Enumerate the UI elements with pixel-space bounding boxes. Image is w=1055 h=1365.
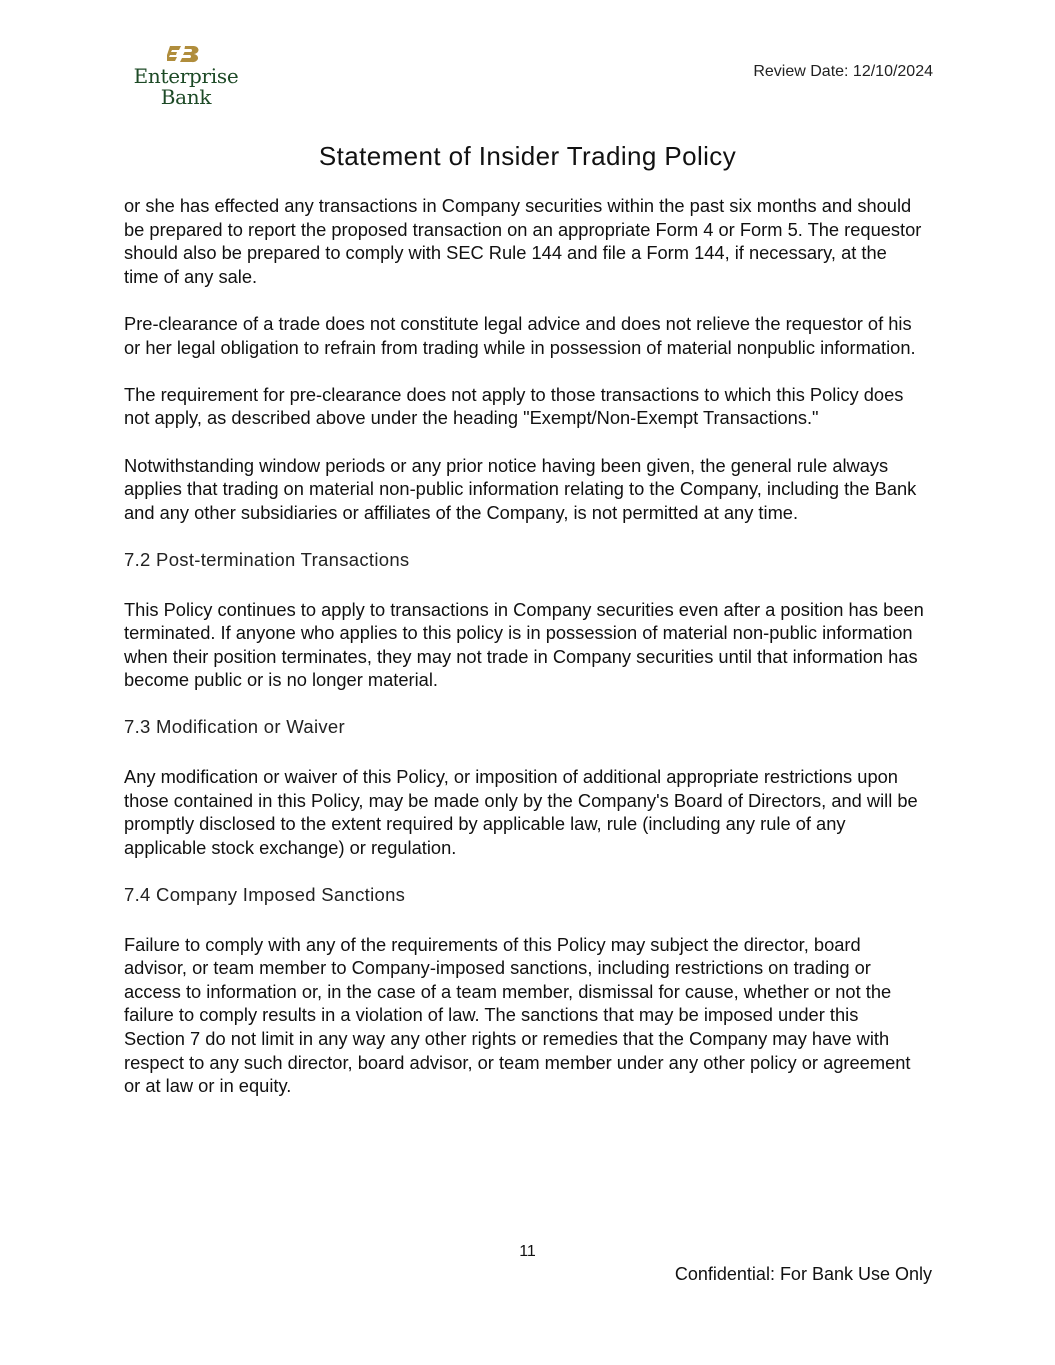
enterprise-bank-logo bbox=[127, 44, 245, 114]
document-body bbox=[124, 194, 924, 1121]
review-date: Review Date: 12/10/2024 bbox=[753, 63, 933, 80]
section-heading-7-3: 7.3 Modification or Waiver bbox=[124, 716, 345, 738]
logo-line-bank: Bank bbox=[160, 85, 212, 109]
paragraph-general-rule: Notwithstanding window periods or any prior notice having been given, the general rule always applies that trading on material non-public information relating to the Company, including the Bank and any other subsidiaries or affiliates of the Company, is not permitted at any time. bbox=[124, 454, 917, 523]
bank-logo-mark-icon bbox=[167, 44, 201, 64]
section-heading-7-2: 7.2 Post-termination Transactions bbox=[124, 548, 410, 570]
page-number: 11 bbox=[519, 1243, 536, 1260]
paragraph-pre-clearance-advice: Pre-clearance of a trade does not constitute legal advice and does not relieve the requestor of his or her legal obligation to refrain from trading while in possession of material nonpublic information. bbox=[124, 312, 916, 358]
paragraph-continuation: or she has effected any transactions in Company securities within the past six months and should be prepared to report the proposed transaction on an appropriate Form 4 or Form 5. The requestor should also be prepared to comply with SEC Rule 144 and file a Form 144, if necessary, at the time of any sale. bbox=[124, 195, 922, 287]
confidential-notice: Confidential: For Bank Use Only bbox=[674, 1264, 932, 1284]
logo-wordmark bbox=[127, 66, 245, 108]
section-text-7-2: This Policy continues to apply to transactions in Company securities even after a position has been terminated. If anyone who applies to this policy is in possession of material non-public information when their position terminates, they may not trade in Company securities until that information has become public or is no longer material. bbox=[124, 598, 924, 691]
section-text-7-4: Failure to comply with any of the requirements of this Policy may subject the director, board advisor, or team member to Company-imposed sanctions, including restrictions on trading or access to information or, in the case of a team member, dismissal for cause, whether or not the failure to comply results in a violation of law. The sanctions that may be imposed under this Section 7 do not limit in any way any other rights or remedies that the Company may have with respect to any such director, board advisor, or team member under any other policy or agreement or at law or in equity. bbox=[124, 933, 911, 1097]
page-title: Statement of Insider Trading Policy bbox=[318, 141, 737, 171]
section-text-7-3: Any modification or waiver of this Policy, or imposition of additional appropriate restrictions upon those contained in this Policy, may be made only by the Company's Board of Directors, and will be promptly disclosed to the extent required by applicable law, rule (including any rule of any applicable stock exchange) or regulation. bbox=[124, 766, 918, 858]
logo-line-enterprise: Enterprise bbox=[133, 64, 239, 88]
paragraph-pre-clearance-exemption: The requirement for pre-clearance does not apply to those transactions to which this Policy does not apply, as described above under the heading "Exempt/Non-Exempt Transactions." bbox=[124, 383, 904, 429]
section-heading-7-4: 7.4 Company Imposed Sanctions bbox=[124, 884, 406, 906]
